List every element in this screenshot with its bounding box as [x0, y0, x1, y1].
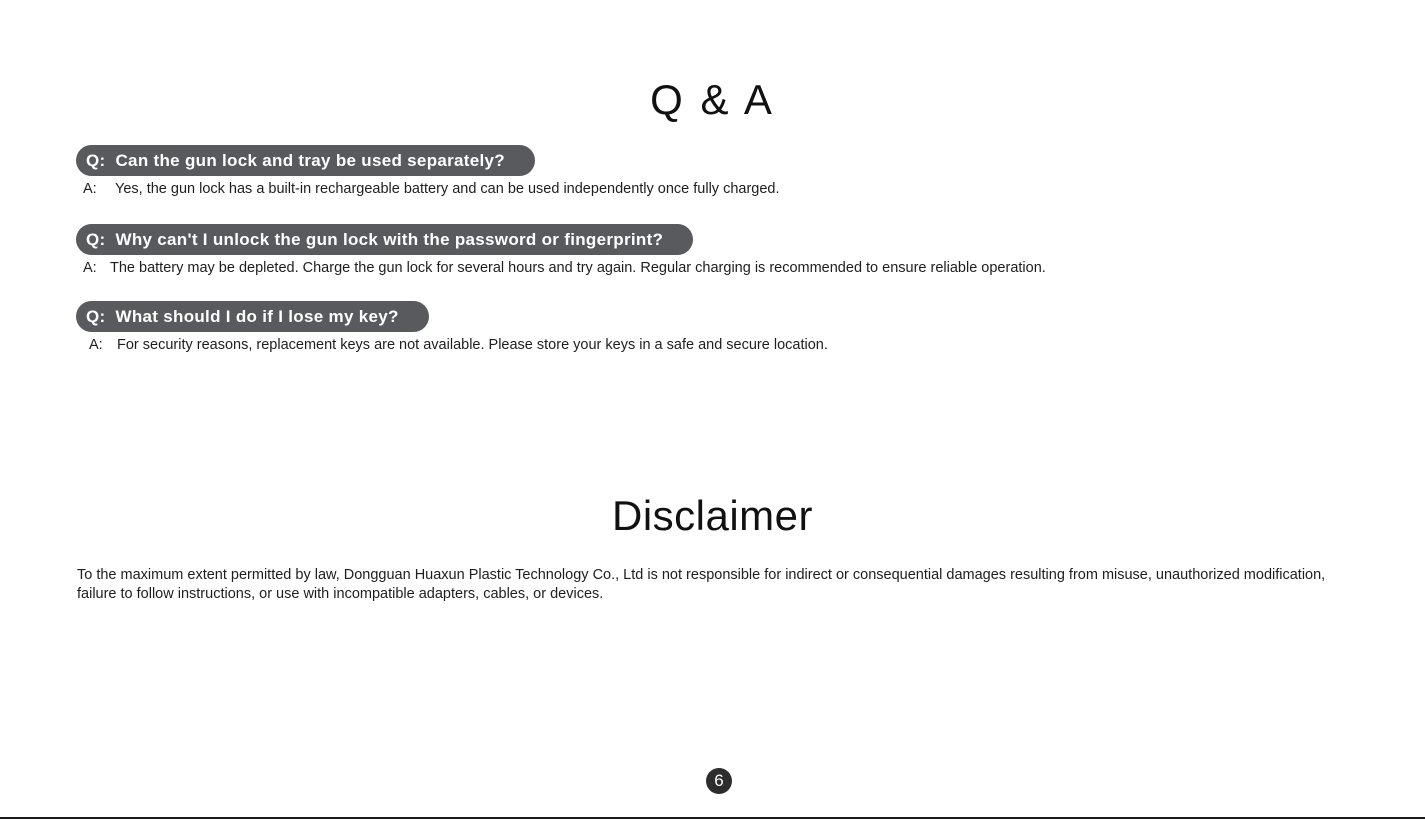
- qa-item: [76, 224, 1046, 276]
- answer-text: Yes, the gun lock has a built-in rechargeable battery and can be used independently once fully charged.: [115, 181, 780, 197]
- answer-prefix: A:: [83, 181, 97, 197]
- question-prefix: Q:: [86, 307, 106, 326]
- answer-text: The battery may be depleted. Charge the gun lock for several hours and try again. Regular charging is recommended to ensure reliable operation.: [110, 260, 1046, 276]
- answer: [76, 260, 1046, 276]
- answer-prefix: A:: [89, 337, 103, 353]
- question-pill: [76, 301, 429, 332]
- question-pill: [76, 224, 693, 255]
- disclaimer-title: Disclaimer: [611, 492, 813, 539]
- disclaimer-text: To the maximum extent permitted by law, Dongguan Huaxun Plastic Technology Co., Ltd is not responsible for indirect or consequential damages resulting from misuse, unauthorized modification, failure to follow instructions, or use with incompatible adapters, cables, or devices.: [77, 567, 1326, 602]
- question-pill: [76, 145, 535, 176]
- answer-prefix: A:: [83, 260, 97, 276]
- question-text: What should I do if I lose my key?: [115, 307, 399, 326]
- qa-item: [76, 145, 780, 197]
- qa-section-title: Q & A: [650, 76, 775, 123]
- qa-item: [76, 301, 828, 353]
- question-text: Why can't I unlock the gun lock with the password or fingerprint?: [115, 230, 664, 249]
- page-number-badge: 6: [706, 768, 732, 794]
- bottom-divider: [0, 817, 1425, 819]
- answer: [76, 181, 780, 197]
- question-text: Can the gun lock and tray be used separately?: [115, 151, 505, 170]
- question-prefix: Q:: [86, 151, 106, 170]
- answer: [76, 337, 828, 353]
- question-prefix: Q:: [86, 230, 106, 249]
- answer-text: For security reasons, replacement keys are not available. Please store your keys in a safe and secure location.: [117, 337, 828, 353]
